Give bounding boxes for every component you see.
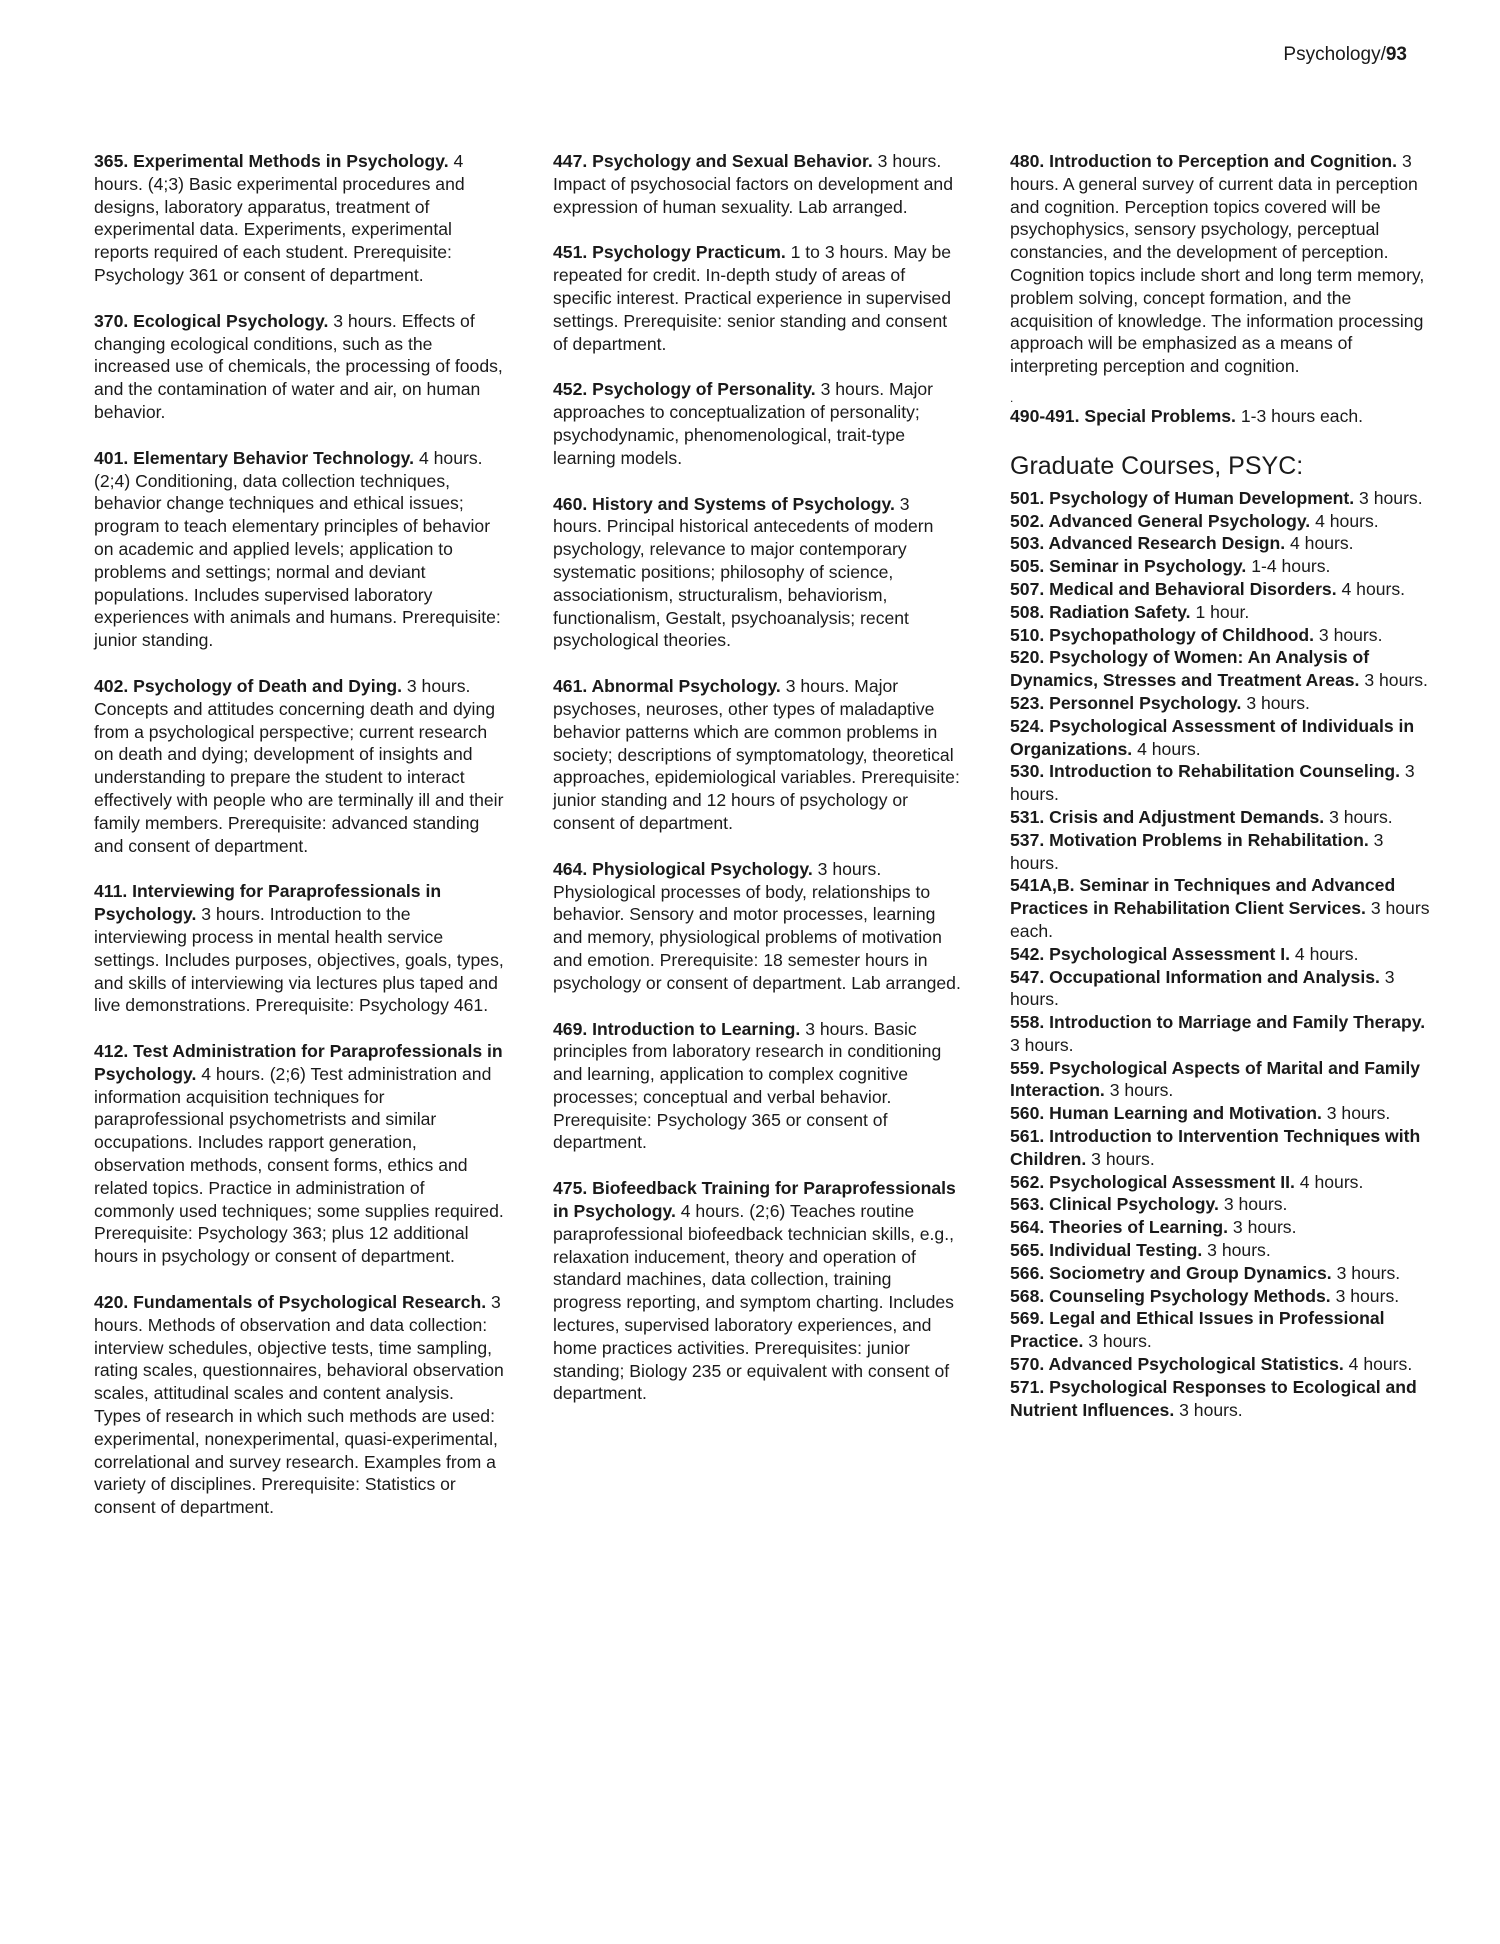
course-title: 531. Crisis and Adjustment Demands. bbox=[1010, 806, 1325, 827]
course-title: 365. Experimental Methods in Psychology. bbox=[94, 151, 449, 171]
graduate-course-item bbox=[1010, 1193, 1430, 1216]
course-title: 505. Seminar in Psychology. bbox=[1010, 556, 1247, 577]
course-hours: 4 hours. bbox=[1348, 1354, 1413, 1375]
course-title: 524. Psychological Assessment of Individuals in Organizations. bbox=[1010, 715, 1415, 759]
course-hours: 3 hours. bbox=[1179, 1399, 1243, 1420]
graduate-course-item bbox=[1010, 715, 1430, 761]
course-entry bbox=[94, 675, 504, 857]
course-hours: 4 hours. bbox=[1137, 738, 1201, 759]
course-hours: 4 hours. bbox=[1294, 943, 1359, 964]
course-description: 3 hours. Principal historical antecedents of modern psychology, relevance to major contemporary systematic positions; philosophy of science, associationism, structuralism, behaviorism, functionalism, Gestalt, psychoanalysis; recent psychological theories. bbox=[553, 493, 934, 651]
graduate-course-item bbox=[1010, 487, 1430, 510]
graduate-course-item bbox=[1010, 1171, 1430, 1194]
course-hours: 3 hours. bbox=[1010, 1034, 1074, 1055]
course-title: 541A,B. Seminar in Techniques and Advanced Practices in Rehabilitation Client Services. bbox=[1010, 875, 1396, 919]
graduate-course-item bbox=[1010, 1216, 1430, 1239]
course-title: 568. Counseling Psychology Methods. bbox=[1010, 1285, 1331, 1306]
course-description: 3 hours. Methods of observation and data collection: interview schedules, objective tests, time sampling, rating scales, questionnaires, behavioral observation scales, attitudinal scales and content analysis. Types of research in which such methods are used: experimental, nonexperimental, quasi-experimental, correlational and survey research. Examples from a variety of disciplines. Prerequisite: Statistics or consent of department. bbox=[94, 1292, 504, 1518]
course-title: 503. Advanced Research Design. bbox=[1010, 533, 1286, 554]
course-title: 530. Introduction to Rehabilitation Counseling. bbox=[1010, 761, 1401, 782]
course-description: 3 hours. Impact of psychosocial factors on development and expression of human sexuality. Lab arranged. bbox=[553, 151, 953, 217]
course-entry bbox=[94, 150, 504, 287]
course-entry bbox=[1010, 405, 1430, 428]
course-entry bbox=[553, 1177, 963, 1405]
course-title: 523. Personnel Psychology. bbox=[1010, 692, 1242, 713]
course-entry bbox=[94, 1040, 504, 1268]
course-hours: 3 hours. bbox=[1010, 761, 1415, 805]
course-entry bbox=[553, 858, 963, 995]
course-hours: 4 hours. bbox=[1299, 1171, 1364, 1192]
graduate-course-item bbox=[1010, 966, 1430, 1012]
course-title: 480. Introduction to Perception and Cognition. bbox=[1010, 151, 1398, 171]
course-hours: 3 hours. bbox=[1318, 624, 1383, 645]
course-title: 558. Introduction to Marriage and Family Therapy. bbox=[1010, 1012, 1426, 1033]
graduate-course-item bbox=[1010, 601, 1430, 624]
course-hours: 3 hours. bbox=[1336, 1262, 1401, 1283]
course-title: 412. Test Administration for Paraprofessionals in Psychology. bbox=[94, 1041, 503, 1084]
course-title: 447. Psychology and Sexual Behavior. bbox=[553, 151, 873, 171]
course-hours: 3 hours. bbox=[1109, 1080, 1174, 1101]
course-hours: 3 hours. bbox=[1326, 1103, 1391, 1124]
course-description: 4 hours. (2;6) Test administration and information acquisition techniques for paraprofessional psychometrists and similar occupations. Includes rapport generation, observation methods, consent forms, ethics and related topics. Practice in administration of commonly used techniques; some supplies required. Prerequisite: Psychology 363; plus 12 additional hours in psychology or consent of department. bbox=[94, 1063, 504, 1267]
graduate-courses-heading: Graduate Courses, PSYC: bbox=[1010, 451, 1304, 480]
graduate-course-item bbox=[1010, 943, 1430, 966]
course-hours: 4 hours. bbox=[1341, 578, 1406, 599]
course-hours: 3 hours. bbox=[1223, 1194, 1288, 1215]
course-description: 3 hours. Major psychoses, neuroses, other types of maladaptive behavior patterns which are common problems in society; descriptions of symptomatology, theoretical approaches, epidemiological variables. Prerequisite: junior standing and 12 hours of psychology or consent of department. bbox=[553, 676, 960, 833]
graduate-course-item bbox=[1010, 692, 1430, 715]
graduate-course-item bbox=[1010, 510, 1430, 533]
course-description: 1-3 hours each. bbox=[1240, 405, 1364, 426]
course-description: 4 hours. (2;6) Teaches routine paraprofessional biofeedback technician skills, e.g., relaxation inducement, theory and operation of standard machines, data collection, training progress reporting, and symptom charting. Includes lectures, supervised laboratory experiences, and home practices activities. Prerequisites: junior standing; Biology 235 or equivalent with consent of department. bbox=[553, 1201, 954, 1404]
course-entry bbox=[553, 241, 963, 355]
course-title: 565. Individual Testing. bbox=[1010, 1240, 1203, 1261]
course-hours: 4 hours. bbox=[1290, 533, 1354, 554]
graduate-course-item bbox=[1010, 555, 1430, 578]
graduate-course-item bbox=[1010, 1285, 1430, 1308]
graduate-course-list bbox=[1010, 487, 1430, 1422]
course-title: 370. Ecological Psychology. bbox=[94, 310, 329, 331]
course-title: 563. Clinical Psychology. bbox=[1010, 1194, 1219, 1215]
graduate-course-item bbox=[1010, 1262, 1430, 1285]
course-hours: 3 hours. bbox=[1010, 966, 1395, 1010]
section-name: Psychology/ bbox=[1283, 44, 1386, 65]
graduate-course-item bbox=[1010, 874, 1430, 942]
course-title: 469. Introduction to Learning. bbox=[553, 1018, 801, 1039]
graduate-course-item bbox=[1010, 532, 1430, 555]
graduate-course-item bbox=[1010, 829, 1430, 875]
course-entry bbox=[553, 150, 963, 218]
course-title: 452. Psychology of Personality. bbox=[553, 379, 816, 400]
course-hours: 1-4 hours. bbox=[1251, 556, 1331, 577]
course-description: 3 hours. A general survey of current data in perception and cognition. Perception topics covered will be psychophysics, sensory psychology, perceptual constancies, and the development of perception. Cognition topics include short and long term memory, problem solving, concept formation, and the acquisition of knowledge. The information processing approach will be emphasized as a means of interpreting perception and cognition. bbox=[1010, 151, 1425, 377]
course-hours: 4 hours. bbox=[1315, 510, 1379, 531]
course-hours: 3 hours. bbox=[1335, 1285, 1400, 1306]
course-title: 547. Occupational Information and Analysis. bbox=[1010, 966, 1380, 987]
running-head bbox=[1283, 44, 1407, 66]
course-hours: 3 hours. bbox=[1010, 829, 1384, 873]
course-title: 420. Fundamentals of Psychological Research. bbox=[94, 1292, 487, 1313]
course-title: 475. Biofeedback Training for Paraprofessionals in Psychology. bbox=[553, 1178, 956, 1222]
course-title: 411. Interviewing for Paraprofessionals in Psychology. bbox=[94, 881, 442, 925]
course-entry bbox=[94, 880, 504, 1017]
graduate-course-item bbox=[1010, 1353, 1430, 1376]
graduate-course-item bbox=[1010, 578, 1430, 601]
course-hours: 3 hours. bbox=[1359, 487, 1423, 508]
course-entry bbox=[553, 675, 963, 835]
page-number: 93 bbox=[1385, 44, 1407, 65]
course-entry bbox=[94, 1291, 504, 1519]
course-title: 508. Radiation Safety. bbox=[1010, 601, 1191, 622]
graduate-course-item bbox=[1010, 760, 1430, 806]
course-title: 460. History and Systems of Psychology. bbox=[553, 493, 895, 514]
course-entry bbox=[553, 378, 963, 469]
course-title: 542. Psychological Assessment I. bbox=[1010, 943, 1291, 964]
course-title: 490-491. Special Problems. bbox=[1010, 405, 1236, 426]
course-title: 464. Physiological Psychology. bbox=[553, 858, 813, 879]
course-description: 3 hours. Concepts and attitudes concerning death and dying from a psychological perspective; current research on death and dying; development of insights and understanding to prepare the student to interact effectively with people who are terminally ill and their family members. Prerequisite: advanced standing and consent of department. bbox=[94, 675, 504, 856]
course-title: 560. Human Learning and Motivation. bbox=[1010, 1103, 1322, 1124]
graduate-course-item bbox=[1010, 1125, 1430, 1171]
column-3 bbox=[1010, 150, 1430, 1421]
course-title: 562. Psychological Assessment II. bbox=[1010, 1171, 1295, 1192]
course-title: 520. Psychology of Women: An Analysis of Dynamics, Stresses and Treatment Areas. bbox=[1010, 647, 1370, 691]
course-entry bbox=[1010, 150, 1430, 378]
course-title: 537. Motivation Problems in Rehabilitation. bbox=[1010, 829, 1369, 850]
course-description: 3 hours. Basic principles from laboratory research in conditioning and learning, application to complex cognitive processes; conceptual and verbal behavior. Prerequisite: Psychology 365 or consent of department. bbox=[553, 1018, 942, 1153]
course-title: 402. Psychology of Death and Dying. bbox=[94, 675, 402, 696]
course-title: 451. Psychology Practicum. bbox=[553, 242, 786, 263]
graduate-course-item bbox=[1010, 806, 1430, 829]
graduate-course-item bbox=[1010, 1102, 1430, 1125]
graduate-course-item bbox=[1010, 646, 1430, 692]
course-hours: 3 hours. bbox=[1088, 1331, 1152, 1352]
course-description: 4 hours. (4;3) Basic experimental procedures and designs, laboratory apparatus, treatment of experimental data. Experiments, experimental reports required of each student. Prerequisite: Psychology 361 or consent of department. bbox=[94, 151, 465, 285]
course-title: 502. Advanced General Psychology. bbox=[1010, 510, 1311, 531]
course-description: 3 hours. Introduction to the interviewing process in mental health service settings. Includes purposes, objectives, goals, types, and skills of interviewing via lectures plus taped and live demonstrations. Prerequisite: Psychology 461. bbox=[94, 904, 504, 1016]
course-title: 501. Psychology of Human Development. bbox=[1010, 487, 1355, 508]
graduate-course-item bbox=[1010, 1307, 1430, 1353]
course-entry bbox=[553, 493, 963, 653]
course-title: 571. Psychological Responses to Ecological and Nutrient Influences. bbox=[1010, 1376, 1417, 1420]
course-hours: 3 hours. bbox=[1091, 1148, 1155, 1169]
course-hours: 3 hours each. bbox=[1010, 898, 1430, 941]
course-description: 3 hours. Physiological processes of body, relationships to behavior. Sensory and motor processes, learning and memory, physiological problems of motivation and emotion. Prerequisite: 18 semester hours in psychology or consent of department. Lab arranged. bbox=[553, 858, 961, 993]
course-title: 561. Introduction to Intervention Techniques with Children. bbox=[1010, 1126, 1421, 1169]
course-description: 3 hours. Effects of changing ecological conditions, such as the increased use of chemicals, the processing of foods, and the contamination of water and air, on human behavior. bbox=[94, 310, 503, 422]
course-title: 570. Advanced Psychological Statistics. bbox=[1010, 1354, 1344, 1375]
course-description: 1 to 3 hours. May be repeated for credit. In-depth study of areas of specific interest. Practical experience in supervised settings. Prerequisite: senior standing and consent of department. bbox=[553, 242, 952, 354]
course-entry bbox=[94, 447, 504, 652]
graduate-course-item bbox=[1010, 1239, 1430, 1262]
course-title: 564. Theories of Learning. bbox=[1010, 1217, 1229, 1238]
stray-mark: . bbox=[1010, 390, 1014, 405]
course-hours: 3 hours. bbox=[1364, 670, 1428, 691]
graduate-course-item bbox=[1010, 624, 1430, 647]
course-hours: 3 hours. bbox=[1329, 806, 1393, 827]
course-title: 401. Elementary Behavior Technology. bbox=[94, 447, 415, 468]
graduate-course-item bbox=[1010, 1376, 1430, 1422]
course-hours: 3 hours. bbox=[1207, 1240, 1271, 1261]
course-description: 3 hours. Major approaches to conceptualization of personality; psychodynamic, phenomenological, trait-type learning models. bbox=[553, 379, 934, 468]
course-hours: 3 hours. bbox=[1232, 1217, 1297, 1238]
course-title: 510. Psychopathology of Childhood. bbox=[1010, 624, 1314, 645]
course-title: 461. Abnormal Psychology. bbox=[553, 676, 781, 697]
course-title: 559. Psychological Aspects of Marital and Family Interaction. bbox=[1010, 1057, 1421, 1101]
graduate-course-item bbox=[1010, 1011, 1430, 1057]
course-entry bbox=[553, 1018, 963, 1155]
course-title: 507. Medical and Behavioral Disorders. bbox=[1010, 578, 1337, 599]
course-hours: 1 hour. bbox=[1195, 601, 1250, 622]
course-description: 4 hours. (2;4) Conditioning, data collection techniques, behavior change techniques and ethical issues; program to teach elementary principles of behavior on academic and applied levels; application to problems and settings; normal and deviant populations. Includes supervised laboratory experiences with animals and humans. Prerequisite: junior standing. bbox=[94, 447, 501, 651]
column-1 bbox=[94, 150, 504, 1542]
column-2 bbox=[553, 150, 963, 1428]
course-hours: 3 hours. bbox=[1246, 692, 1310, 713]
graduate-course-item bbox=[1010, 1057, 1430, 1103]
course-entry bbox=[94, 310, 504, 424]
course-title: 566. Sociometry and Group Dynamics. bbox=[1010, 1262, 1332, 1283]
course-title: 569. Legal and Ethical Issues in Professional Practice. bbox=[1010, 1308, 1385, 1352]
